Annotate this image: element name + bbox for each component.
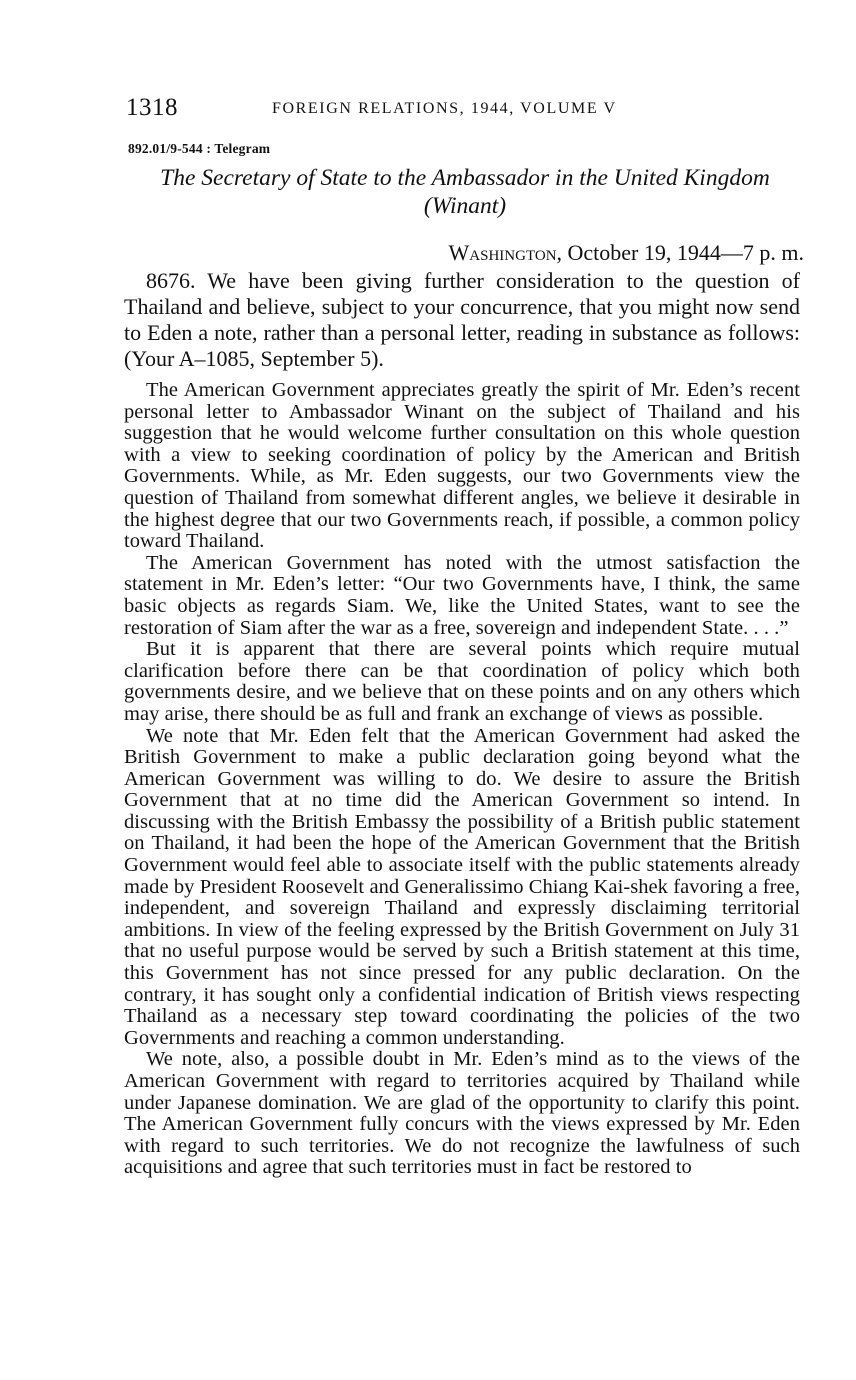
note-paragraph-2: The American Government has noted with the utmost satisfaction the statement in Mr. Eden’s letter: “Our two Governments have, I think, the same basic objects as regards Siam. We, like the United States, want to see the restoration of Siam after the war as a free, sovereign and independent State. . . .” xyxy=(124,551,800,639)
quoted-note xyxy=(124,380,800,1179)
note-paragraph-4: We note that Mr. Eden felt that the American Government had asked the British Government to make a public declaration going beyond what the American Government was willing to do. We desire to assure the British Government that at no time did the American Government so intend. In discussing with the British Embassy the possibility of a British public statement on Thailand, it had been the hope of the American Government that the British Government would feel able to associate itself with the public statements already made by President Roosevelt and Generalissimo Chiang Kai-shek favoring a free, independent, and sovereign Thailand and expressly disclaiming territorial ambitions. In view of the feeling expressed by the British Government on July 31 that no useful purpose would be served by such a British statement at this time, this Government has not since pressed for any public declaration. On the contrary, it has sought only a confidential indication of British views respecting Thailand as a necessary step toward coordinating the policies of the two Governments and reaching a common understanding. xyxy=(124,724,800,1049)
intro-paragraph: 8676. We have been giving further consideration to the question of Thailand and believe, subject to your concurrence, that you might now send to Eden a note, rather than a personal letter, reading in substance as follows: (Your A–1085, September 5). xyxy=(124,268,800,371)
dateline xyxy=(449,240,804,266)
document-title-line-2: (Winant) xyxy=(423,193,507,219)
page-number: 1318 xyxy=(126,94,178,121)
note-paragraph-1: The American Government appreciates greatly the spirit of Mr. Eden’s recent personal letter to Ambassador Winant on the subject of Thailand and his suggestion that he would welcome further consultation on this whole question with a view to seeking coordination of policy by the American and British Governments. While, as Mr. Eden suggests, our two Governments view the question of Thailand from somewhat different angles, we believe it desirable in the highest degree that our two Governments reach, if possible, a common policy toward Thailand. xyxy=(124,379,800,553)
note-paragraph-3: But it is apparent that there are several points which require mutual clarification before there can be that coordination of policy which both governments desire, and we believe that on these points and on any others which may arise, there should be as full and frank an exchange of views as possible. xyxy=(124,638,800,725)
dateline-place: Washington xyxy=(448,240,557,265)
running-title: FOREIGN RELATIONS, 1944, VOLUME V xyxy=(272,100,617,117)
dateline-date: , October 19, 1944—7 p. m. xyxy=(556,240,804,265)
document-title-line-1: The Secretary of State to the Ambassador in the United Kingdom xyxy=(160,165,770,191)
note-paragraph-5: We note, also, a possible doubt in Mr. Eden’s mind as to the views of the American Government with regard to territories acquired by Thailand while under Japanese domination. We are glad of the opportunity to clarify this point. The American Government fully concurs with the views expressed by Mr. Eden with regard to such territories. We do not recognize the lawfulness of such acquisitions and agree that such territories must in fact be restored to xyxy=(124,1048,800,1179)
document-title xyxy=(120,164,810,220)
file-reference: 892.01/9-544 : Telegram xyxy=(128,141,271,156)
intro-block xyxy=(124,268,800,372)
running-head xyxy=(126,94,806,124)
